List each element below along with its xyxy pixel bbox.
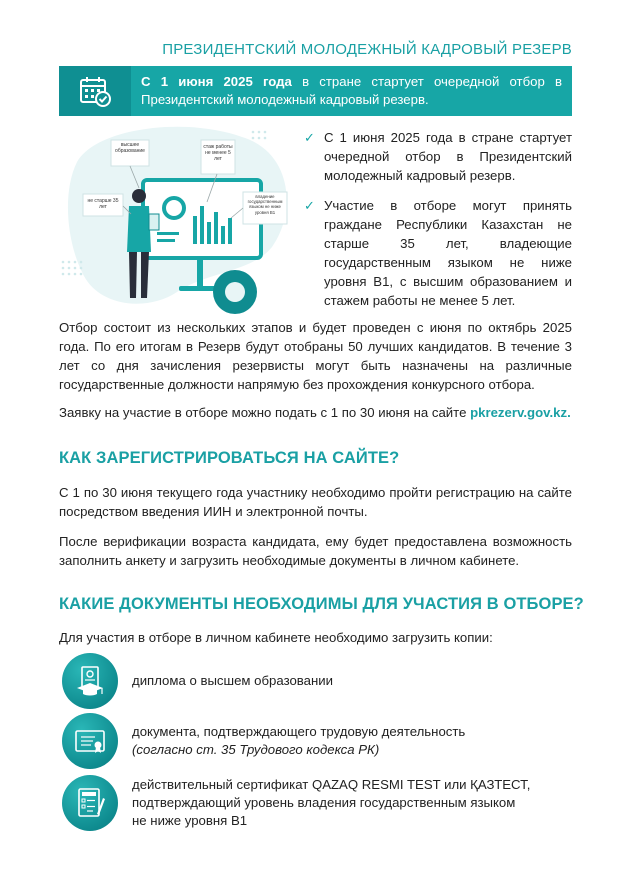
document-text: диплома о высшем образовании [132,673,334,688]
document-text: документа, подтверждающего трудовую деятельность (согласно ст. 35 Трудового кодекса РК) [132,724,466,757]
checkmark-icon: ✓ [304,198,315,213]
register-paragraph-2: После верификации возраста кандидата, ему будет предоставлена возможность заполнить анкету и загрузить необходимые документы в личном кабинете. [59,534,572,568]
checkmark-icon: ✓ [304,130,315,145]
pkrezerv-link[interactable]: pkrezerv.gov.kz. [470,405,571,420]
section-title-documents: КАКИЕ ДОКУМЕНТЫ НЕОБХОДИМЫ ДЛЯ УЧАСТИЯ В ОТБОРЕ? [59,595,584,613]
calendar-check-icon [59,66,131,116]
list-item: ✓ С 1 июня 2025 года в стране стартует очередной отбор в Президентский молодежный кадровый резерв. [304,130,572,183]
label-experience: стаж работы не менее 5 лет [203,144,233,162]
register-paragraph-1: С 1 по 30 июня текущего года участнику необходимо пройти регистрацию на сайте посредством введения ИИН и электронной почты. [59,485,572,519]
illustration [57,122,297,322]
document-text: действительный сертификат QAZAQ RESMI TEST или ҚАЗТЕСТ, подтверждающий уровень владения государственным языком не ниже уровня В1 [132,777,531,828]
document-item-language-test [62,775,530,831]
announcement-banner [59,66,572,116]
banner-text: С 1 июня 2025 года в стране стартует очередной отбор в Президентский молодежный кадровый резерв. [141,74,562,107]
label-language: владение государственным языком не ниже уровня В1 [247,194,283,215]
selection-paragraph: Отбор состоит из нескольких этапов и будет проведен с июня по октябрь 2025 года. По его итогам в Резерв будут отобраны 50 лучших кандидатов. В течение 3 лет со дня зачисления резервисты могут быть назначены на различные государственные должности напрямую без прохождения конкурсного отбора. [59,320,572,392]
documents-intro: Для участия в отборе в личном кабинете необходимо загрузить копии: [59,630,493,645]
diploma-graduation-cap-icon [62,653,118,709]
label-education: высшее образование [115,142,145,154]
test-sheet-pen-icon [62,775,118,831]
section-title-register: КАК ЗАРЕГИСТРИРОВАТЬСЯ НА САЙТЕ? [59,449,400,467]
document-item-diploma [62,653,333,709]
apply-paragraph: Заявку на участие в отборе можно подать с 1 по 30 июня на сайте pkrezerv.gov.kz. [59,405,571,420]
document-item-employment [62,713,465,769]
certificate-icon [62,713,118,769]
page-title: ПРЕЗИДЕНТСКИЙ МОЛОДЕЖНЫЙ КАДРОВЫЙ РЕЗЕРВ [162,41,572,58]
list-item: ✓ Участие в отборе могут принять граждане Республики Казахстан не старше 35 лет, владеющие государственным языком не ниже уровня В1, с высшим образованием и стажем работы не менее 5 лет. [304,198,572,308]
label-age: не старше 35 лет [87,198,119,210]
requirements-list [304,128,572,321]
